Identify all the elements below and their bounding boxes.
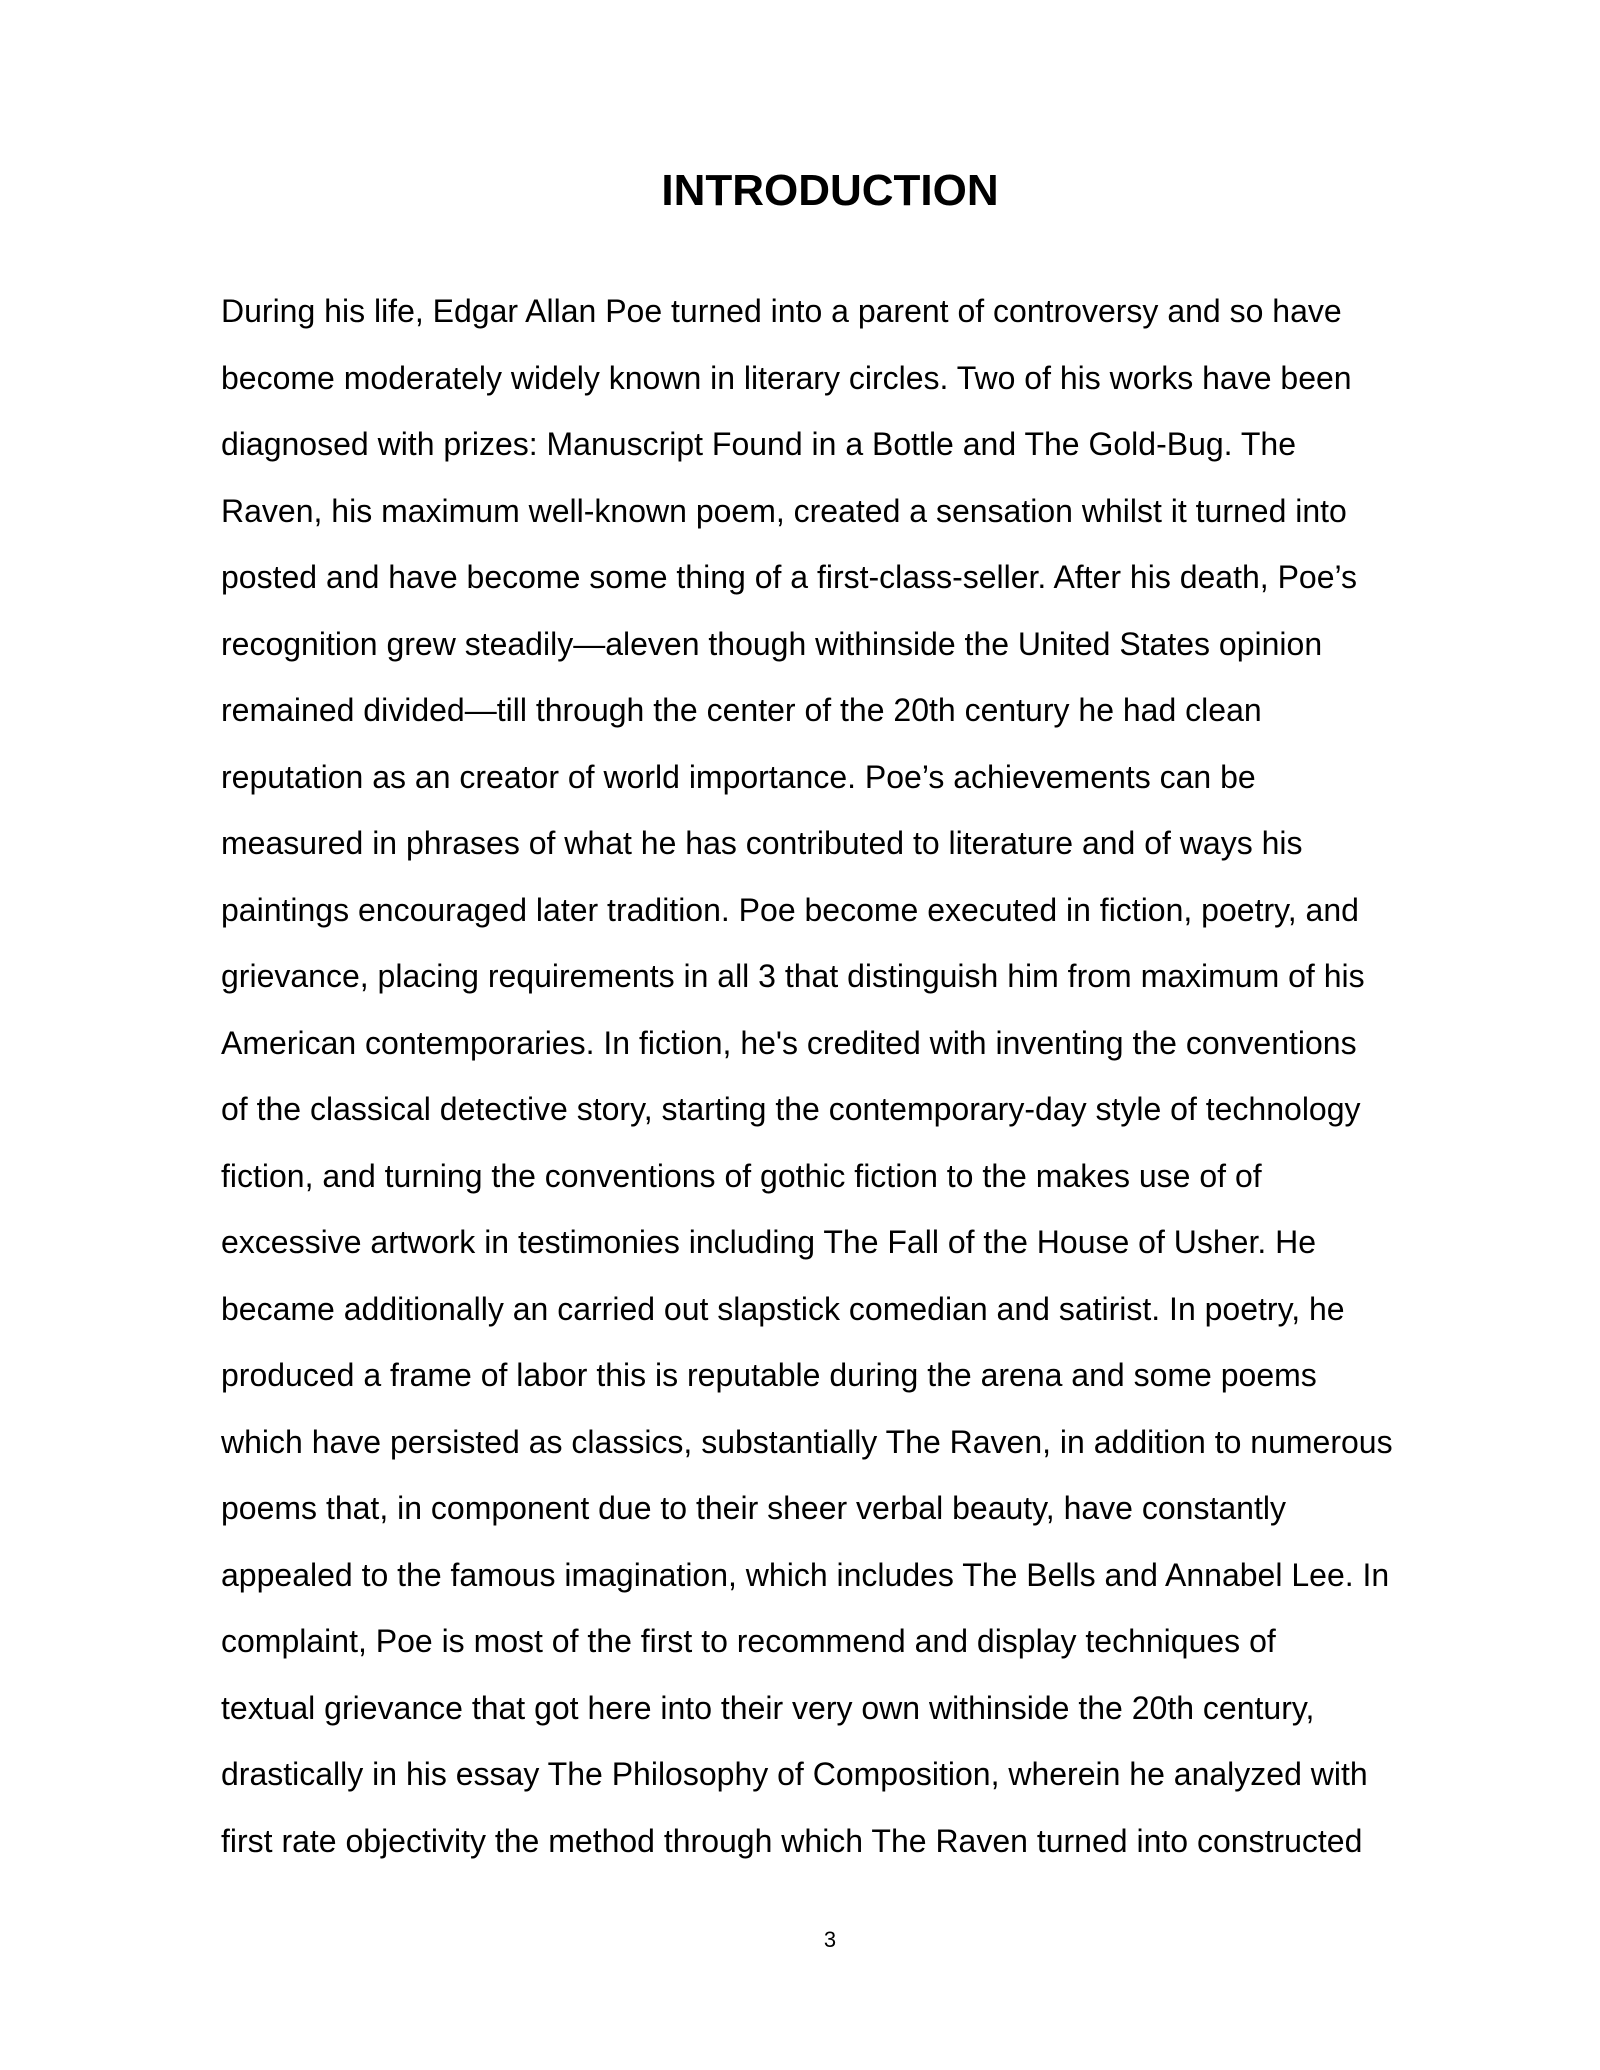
text-line: of the classical detective story, starting the contemporary-day style of technology <box>221 1091 1361 1127</box>
text-line: poems that, in component due to their sheer verbal beauty, have constantly <box>221 1490 1286 1526</box>
text-line: reputation as an creator of world importance. Poe’s achievements can be <box>221 758 1256 795</box>
text-line: measured in phrases of what he has contributed to literature and of ways his <box>221 825 1303 861</box>
text-line: which have persisted as classics, substantially The Raven, in addition to numerous <box>221 1423 1393 1460</box>
text-line: textual grievance that got here into their very own withinside the 20th century, <box>221 1689 1315 1726</box>
body-paragraph <box>221 278 1461 1874</box>
page-title: INTRODUCTION <box>661 166 999 215</box>
text-line: fiction, and turning the conventions of gothic fiction to the makes use of of <box>221 1157 1262 1194</box>
text-line: excessive artwork in testimonies including The Fall of the House of Usher. He <box>221 1224 1317 1260</box>
text-line: appealed to the famous imagination, which includes The Bells and Annabel Lee. In <box>221 1556 1390 1593</box>
text-line: diagnosed with prizes: Manuscript Found in a Bottle and The Gold-Bug. The <box>221 426 1296 462</box>
text-line: During his life, Edgar Allan Poe turned into a parent of controversy and so have <box>221 293 1342 329</box>
text-line: paintings encouraged later tradition. Poe become executed in fiction, poetry, and <box>221 891 1359 928</box>
text-line: remained divided—till through the center of the 20th century he had clean <box>221 692 1262 728</box>
text-line: first rate objectivity the method through which The Raven turned into constructed <box>221 1822 1363 1859</box>
text-line: Raven, his maximum well-known poem, created a sensation whilst it turned into <box>221 492 1347 529</box>
text-line: complaint, Poe is most of the first to recommend and display techniques of <box>221 1623 1276 1659</box>
text-line: posted and have become some thing of a first-class-seller. After his death, Poe’s <box>221 559 1358 595</box>
text-line: produced a frame of labor this is reputable during the arena and some poems <box>221 1357 1317 1393</box>
page-number: 3 <box>823 1927 837 1952</box>
text-line: grievance, placing requirements in all 3 that distinguish him from maximum of his <box>221 958 1365 994</box>
text-line: drastically in his essay The Philosophy of Composition, wherein he analyzed with <box>221 1756 1368 1792</box>
text-line: become moderately widely known in literary circles. Two of his works have been <box>221 359 1352 396</box>
text-line: American contemporaries. In fiction, he's credited with inventing the conventions <box>221 1024 1357 1061</box>
text-line: became additionally an carried out slapstick comedian and satirist. In poetry, he <box>221 1290 1345 1327</box>
text-line: recognition grew steadily—aleven though withinside the United States opinion <box>221 625 1323 662</box>
